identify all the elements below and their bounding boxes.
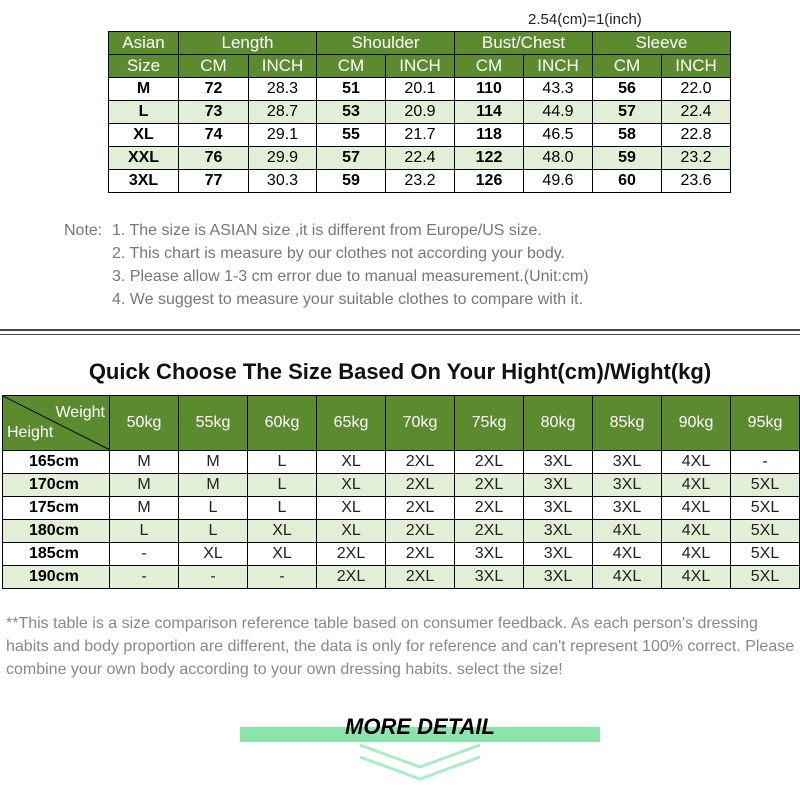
size-cell: 2XL bbox=[386, 566, 455, 589]
size-row bbox=[109, 170, 731, 193]
notes-label: Note: bbox=[64, 222, 103, 239]
size-cell: 3XL bbox=[455, 566, 524, 589]
size-cell: L bbox=[110, 520, 179, 543]
size-cell: 3XL bbox=[524, 451, 593, 474]
cm-value: 74 bbox=[179, 124, 249, 147]
quick-size-table bbox=[2, 395, 800, 589]
size-cell: M bbox=[179, 451, 248, 474]
size-cell: 3XL bbox=[524, 543, 593, 566]
weight-header: 85kg bbox=[593, 396, 662, 451]
inch-header: INCH bbox=[524, 55, 593, 78]
inch-value: 29.1 bbox=[249, 124, 317, 147]
inch-value: 22.0 bbox=[662, 78, 731, 101]
more-detail-banner bbox=[240, 711, 600, 791]
inch-header: INCH bbox=[386, 55, 455, 78]
size-cell: 5XL bbox=[731, 566, 800, 589]
cm-value: 51 bbox=[317, 78, 386, 101]
height-label: 175cm bbox=[3, 497, 110, 520]
height-label: 190cm bbox=[3, 566, 110, 589]
cm-value: 77 bbox=[179, 170, 249, 193]
size-cell: 5XL bbox=[731, 543, 800, 566]
size-cell: L bbox=[248, 451, 317, 474]
size-row bbox=[109, 124, 731, 147]
height-label: 165cm bbox=[3, 451, 110, 474]
size-cell: M bbox=[110, 474, 179, 497]
size-cell: 2XL bbox=[317, 543, 386, 566]
note-item: 3. Please allow 1-3 cm error due to manual measurement.(Unit:cm) bbox=[112, 268, 589, 285]
chevron-down-icon bbox=[358, 741, 482, 785]
size-cell: 2XL bbox=[317, 566, 386, 589]
height-label: 170cm bbox=[3, 474, 110, 497]
size-cell: 4XL bbox=[662, 474, 731, 497]
inch-header: INCH bbox=[249, 55, 317, 78]
size-cell: L bbox=[179, 497, 248, 520]
size-cell: 2XL bbox=[386, 474, 455, 497]
inch-value: 22.4 bbox=[386, 147, 455, 170]
height-row bbox=[3, 566, 800, 589]
size-cell: 5XL bbox=[731, 497, 800, 520]
size-cell: XL bbox=[248, 520, 317, 543]
length-header: Length bbox=[179, 32, 317, 55]
size-row bbox=[109, 78, 731, 101]
cm-value: 56 bbox=[593, 78, 662, 101]
size-cell: 4XL bbox=[593, 566, 662, 589]
inch-value: 23.2 bbox=[662, 147, 731, 170]
height-label: 185cm bbox=[3, 543, 110, 566]
height-row bbox=[3, 543, 800, 566]
height-row bbox=[3, 520, 800, 543]
asian-header: Asian bbox=[109, 32, 179, 55]
quick-choose-title: Quick Choose The Size Based On Your Hight(cm)/Wight(kg) bbox=[88, 359, 712, 384]
inch-value: 22.4 bbox=[662, 101, 731, 124]
weight-label: Weight bbox=[55, 404, 105, 421]
size-cell: 2XL bbox=[386, 451, 455, 474]
size-cell: - bbox=[731, 451, 800, 474]
inch-value: 21.7 bbox=[386, 124, 455, 147]
size-cell: 4XL bbox=[593, 520, 662, 543]
cm-value: 59 bbox=[593, 147, 662, 170]
sleeve-header: Sleeve bbox=[593, 32, 731, 55]
cm-value: 118 bbox=[455, 124, 524, 147]
inch-value: 43.3 bbox=[524, 78, 593, 101]
size-cell: 4XL bbox=[662, 451, 731, 474]
size-cell: XL bbox=[317, 520, 386, 543]
size-cell: 5XL bbox=[731, 474, 800, 497]
size-cell: 3XL bbox=[524, 497, 593, 520]
disclaimer-text: **This table is a size comparison reference table based on consumer feedback. As each person's dressing habits and body proportion are different, the data is only for reference and can't represent 100% correct. Please combine your own body according to your own dressing habits. select the size! bbox=[6, 615, 795, 678]
cm-value: 122 bbox=[455, 147, 524, 170]
size-row bbox=[109, 101, 731, 124]
size-cell: XL bbox=[317, 474, 386, 497]
cm-header: CM bbox=[455, 55, 524, 78]
weight-header: 95kg bbox=[731, 396, 800, 451]
height-label: Height bbox=[7, 424, 54, 441]
size-cell: 5XL bbox=[731, 520, 800, 543]
size-cell: 3XL bbox=[455, 543, 524, 566]
size-cell: XL bbox=[179, 543, 248, 566]
weight-header: 90kg bbox=[662, 396, 731, 451]
size-notes bbox=[64, 219, 589, 311]
cm-header: CM bbox=[317, 55, 386, 78]
cm-value: 126 bbox=[455, 170, 524, 193]
weight-header: 80kg bbox=[524, 396, 593, 451]
size-cell: - bbox=[110, 566, 179, 589]
size-cell: 2XL bbox=[455, 497, 524, 520]
inch-value: 20.9 bbox=[386, 101, 455, 124]
size-row bbox=[109, 147, 731, 170]
size-cell: L bbox=[179, 520, 248, 543]
weight-header: 60kg bbox=[248, 396, 317, 451]
cm-value: 55 bbox=[317, 124, 386, 147]
size-cell: M bbox=[110, 497, 179, 520]
note-item: 2. This chart is measure by our clothes not according your body. bbox=[112, 245, 565, 262]
size-cell: 3XL bbox=[524, 520, 593, 543]
size-cell: XL bbox=[317, 497, 386, 520]
size-cell: - bbox=[248, 566, 317, 589]
inch-value: 30.3 bbox=[249, 170, 317, 193]
note-item: 1. The size is ASIAN size ,it is different from Europe/US size. bbox=[112, 222, 542, 239]
weight-header: 50kg bbox=[110, 396, 179, 451]
size-cell: - bbox=[179, 566, 248, 589]
size-cell: 3XL bbox=[524, 474, 593, 497]
cm-value: 114 bbox=[455, 101, 524, 124]
size-label: XXL bbox=[109, 147, 179, 170]
cm-value: 110 bbox=[455, 78, 524, 101]
cm-value: 58 bbox=[593, 124, 662, 147]
size-label: M bbox=[109, 78, 179, 101]
cm-value: 76 bbox=[179, 147, 249, 170]
cm-value: 72 bbox=[179, 78, 249, 101]
size-cell: 2XL bbox=[455, 451, 524, 474]
size-cell: L bbox=[248, 474, 317, 497]
inch-value: 20.1 bbox=[386, 78, 455, 101]
size-cell: 2XL bbox=[386, 497, 455, 520]
section-divider bbox=[0, 334, 800, 335]
cm-header: CM bbox=[179, 55, 249, 78]
cm-value: 57 bbox=[593, 101, 662, 124]
section-divider bbox=[0, 329, 800, 331]
size-cell: 2XL bbox=[386, 520, 455, 543]
size-chart-table bbox=[108, 31, 731, 193]
cm-value: 60 bbox=[593, 170, 662, 193]
inch-value: 28.7 bbox=[249, 101, 317, 124]
size-cell: - bbox=[110, 543, 179, 566]
size-cell: M bbox=[110, 451, 179, 474]
size-cell: 3XL bbox=[593, 451, 662, 474]
size-cell: 4XL bbox=[662, 520, 731, 543]
weight-header: 75kg bbox=[455, 396, 524, 451]
size-cell: 3XL bbox=[524, 566, 593, 589]
cm-header: CM bbox=[593, 55, 662, 78]
size-label: XL bbox=[109, 124, 179, 147]
weight-height-corner bbox=[3, 396, 110, 451]
inch-value: 22.8 bbox=[662, 124, 731, 147]
shoulder-header: Shoulder bbox=[317, 32, 455, 55]
size-cell: 3XL bbox=[593, 497, 662, 520]
cm-value: 57 bbox=[317, 147, 386, 170]
size-cell: 4XL bbox=[662, 497, 731, 520]
more-detail-label: MORE DETAIL bbox=[345, 714, 495, 739]
height-label: 180cm bbox=[3, 520, 110, 543]
size-cell: M bbox=[179, 474, 248, 497]
height-row bbox=[3, 451, 800, 474]
conversion-note: 2.54(cm)=1(inch) bbox=[528, 11, 642, 28]
weight-header: 70kg bbox=[386, 396, 455, 451]
cm-value: 53 bbox=[317, 101, 386, 124]
size-cell: L bbox=[248, 497, 317, 520]
size-cell: 4XL bbox=[593, 543, 662, 566]
size-cell: 2XL bbox=[455, 474, 524, 497]
size-cell: 2XL bbox=[455, 520, 524, 543]
inch-value: 29.9 bbox=[249, 147, 317, 170]
inch-value: 23.2 bbox=[386, 170, 455, 193]
size-cell: 4XL bbox=[662, 566, 731, 589]
height-row bbox=[3, 497, 800, 520]
note-item: 4. We suggest to measure your suitable clothes to compare with it. bbox=[112, 291, 584, 308]
inch-value: 23.6 bbox=[662, 170, 731, 193]
inch-header: INCH bbox=[662, 55, 731, 78]
weight-header: 55kg bbox=[179, 396, 248, 451]
size-cell: XL bbox=[248, 543, 317, 566]
size-label: L bbox=[109, 101, 179, 124]
cm-value: 73 bbox=[179, 101, 249, 124]
size-cell: 2XL bbox=[386, 543, 455, 566]
inch-value: 44.9 bbox=[524, 101, 593, 124]
size-cell: 4XL bbox=[662, 543, 731, 566]
inch-value: 49.6 bbox=[524, 170, 593, 193]
size-header: Size bbox=[109, 55, 179, 78]
weight-header: 65kg bbox=[317, 396, 386, 451]
inch-value: 48.0 bbox=[524, 147, 593, 170]
size-cell: 3XL bbox=[593, 474, 662, 497]
cm-value: 59 bbox=[317, 170, 386, 193]
inch-value: 28.3 bbox=[249, 78, 317, 101]
size-label: 3XL bbox=[109, 170, 179, 193]
height-row bbox=[3, 474, 800, 497]
size-cell: XL bbox=[317, 451, 386, 474]
inch-value: 46.5 bbox=[524, 124, 593, 147]
bust-chest-header: Bust/Chest bbox=[455, 32, 593, 55]
